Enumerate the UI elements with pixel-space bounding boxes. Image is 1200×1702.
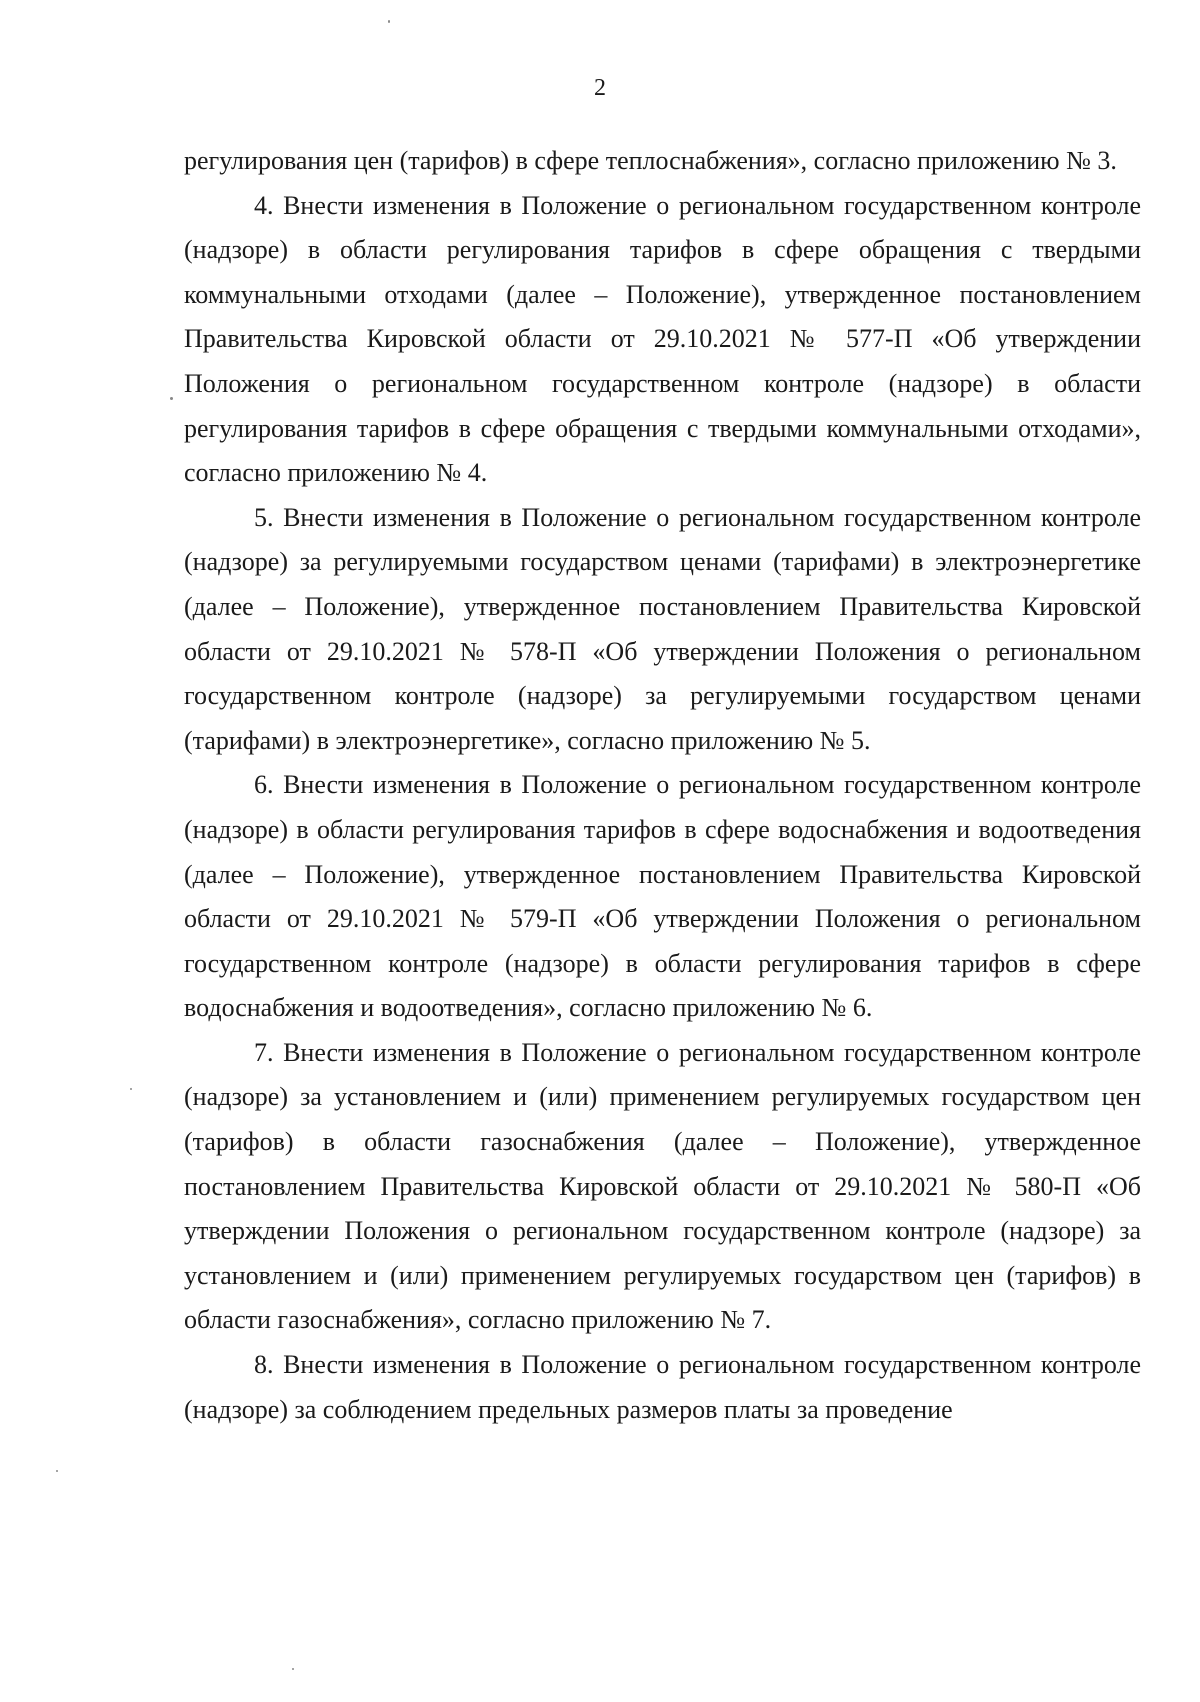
scan-speck xyxy=(130,1088,132,1090)
document-body xyxy=(184,139,1141,1432)
paragraph-item-7: 7. Внести изменения в Положение о региональном государственном контроле (надзоре) за установлением и (или) применением регулируемых государством цен (тарифов) в области газоснабжения (далее – Положение), утвержденное постановлением Правительства Кировской области от 29.10.2021 № 580-П «Об утверждении Положения о региональном государственном контроле (надзоре) за установлением и (или) применением регулируемых государством цен (тарифов) в области газоснабжения», согласно приложению № 7. xyxy=(184,1037,1141,1335)
paragraph-item-5: 5. Внести изменения в Положение о региональном государственном контроле (надзоре) за регулируемыми государством ценами (тарифами) в электроэнергетике (далее – Положение), утвержденное постановлением Правительства Кировской области от 29.10.2021 № 578-П «Об утверждении Положения о региональном государственном контроле (надзоре) за регулируемыми государством ценами (тарифами) в электроэнергетике», согласно приложению № 5. xyxy=(184,502,1141,755)
paragraph-item-4: 4. Внести изменения в Положение о региональном государственном контроле (надзоре) в области регулирования тарифов в сфере обращения с твердыми коммунальными отходами (далее – Положение), утвержденное постановлением Правительства Кировской области от 29.10.2021 № 577-П «Об утверждении Положения о региональном государственном контроле (надзоре) в области регулирования тарифов в сфере обращения с твердыми коммунальными отходами», согласно приложению № 4. xyxy=(184,190,1141,488)
paragraph-item-8: 8. Внести изменения в Положение о региональном государственном контроле (надзоре) за соблюдением предельных размеров платы за проведение xyxy=(184,1350,1141,1424)
paragraph-continuation: регулирования цен (тарифов) в сфере теплоснабжения», согласно приложению № 3. xyxy=(184,146,1117,175)
paragraph-item-6: 6. Внести изменения в Положение о региональном государственном контроле (надзоре) в области регулирования тарифов в сфере водоснабжения и водоотведения (далее – Положение), утвержденное постановлением Правительства Кировской области от 29.10.2021 № 579-П «Об утверждении Положения о региональном государственном контроле (надзоре) в области регулирования тарифов в сфере водоснабжения и водоотведения», согласно приложению № 6. xyxy=(184,770,1141,1023)
scan-speck xyxy=(292,1668,294,1670)
scan-speck xyxy=(56,1470,58,1472)
scan-speck xyxy=(388,20,390,23)
scan-speck xyxy=(170,397,173,400)
page-number: 2 xyxy=(594,75,606,101)
